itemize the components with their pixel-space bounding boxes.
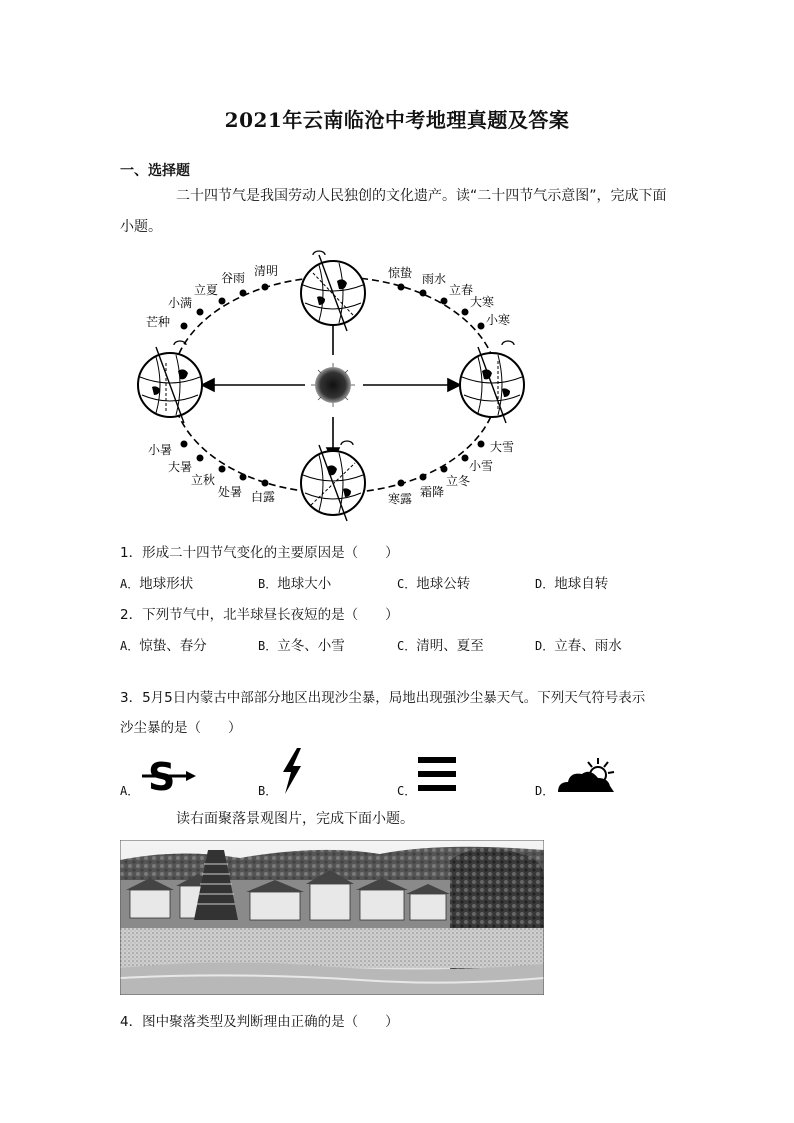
q1-option-c: C．地球公转: [397, 576, 471, 592]
term-liqiu: 立秋: [191, 473, 216, 487]
term-hanlu: 寒露: [388, 492, 413, 506]
partly-cloudy-symbol-icon: [556, 756, 618, 794]
photo-intro: 读右面聚落景观图片，完成下面小题。: [176, 811, 414, 827]
term-mangzhong: 芒种: [146, 315, 171, 329]
q2-option-b: B．立冬、小雪: [258, 638, 345, 654]
q2-option-d: D．立春、雨水: [535, 638, 622, 654]
section-heading: 一、选择题: [120, 163, 190, 179]
fog-symbol-icon: [418, 757, 456, 793]
q3-option-d-label: D．: [535, 784, 555, 798]
term-dahan: 大寒: [470, 295, 495, 309]
term-lixia: 立夏: [194, 283, 219, 297]
term-shuangjiang: 霜降: [420, 485, 445, 499]
question-2-stem: 2．下列节气中，北半球昼长夜短的是（ ）: [120, 607, 399, 623]
lightning-symbol-icon: [279, 748, 305, 794]
village-landscape-photo: [120, 840, 544, 995]
solar-terms-diagram: [130, 245, 540, 530]
q1-option-d: D．地球自转: [535, 576, 609, 592]
earth-right: [460, 341, 524, 423]
intro-line-2: 小题。: [120, 219, 162, 235]
term-xiaoman: 小满: [168, 296, 193, 310]
question-3-stem-line-2: 沙尘暴的是（ ）: [120, 720, 242, 736]
question-4-stem: 4．图中聚落类型及判断理由正确的是（ ）: [120, 1014, 399, 1030]
term-guyu: 谷雨: [221, 271, 246, 285]
term-bailu: 白露: [251, 490, 276, 504]
sandstorm-symbol-icon: [142, 756, 196, 796]
page-title: 2021年云南临沧中考地理真题及答案: [224, 108, 570, 132]
term-xiaoshu: 小暑: [148, 443, 173, 457]
term-daxue: 大雪: [490, 440, 515, 454]
term-jingzhe: 惊蛰: [388, 266, 413, 280]
earth-left: [138, 341, 202, 423]
q3-option-b-label: B．: [258, 784, 278, 798]
q2-option-a: A．惊蛰、春分: [120, 638, 207, 654]
term-chushu: 处暑: [218, 485, 243, 499]
q1-option-b: B．地球大小: [258, 576, 332, 592]
question-3-stem-line-1: 3．5月5日内蒙古中部部分地区出现沙尘暴，局地出现强沙尘暴天气。下列天气符号表示: [120, 690, 646, 706]
svg-text:S: S: [148, 756, 176, 796]
term-lidong: 立冬: [446, 474, 471, 488]
q3-option-c-label: C．: [397, 784, 417, 798]
earth-bottom: [301, 441, 365, 521]
earth-top: [301, 251, 365, 331]
intro-line-1: 二十四节气是我国劳动人民独创的文化遗产。读“二十四节气示意图”，完成下面: [176, 188, 667, 204]
term-xiaohan: 小寒: [486, 313, 511, 327]
term-dashu: 大暑: [168, 460, 193, 474]
term-yushui: 雨水: [422, 272, 447, 286]
term-qingming: 清明: [254, 264, 279, 278]
term-lichun: 立春: [449, 283, 474, 297]
term-xiaoxue: 小雪: [469, 459, 494, 473]
question-1-stem: 1．形成二十四节气变化的主要原因是（ ）: [120, 545, 399, 561]
q3-option-a-label: A．: [120, 784, 140, 798]
q2-option-c: C．清明、夏至: [397, 638, 484, 654]
q1-option-a: A．地球形状: [120, 576, 194, 592]
